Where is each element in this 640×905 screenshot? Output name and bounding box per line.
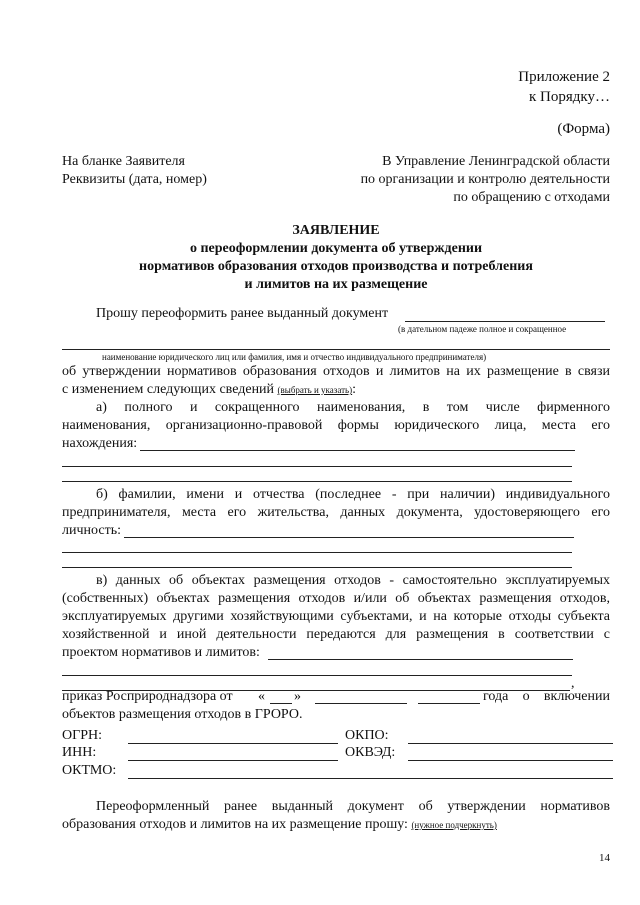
okpo-label: ОКПО: [345,728,389,743]
recipient-line-3: по обращению с отходами [453,190,610,205]
request-text-2-hint: (выбрать и указать) [277,385,353,395]
document-subtitle-1: о переоформлении документа об утверждении [189,241,483,256]
ogrn-field[interactable] [128,743,338,744]
order-quote-open: « [258,689,265,704]
appendix-order-ref: к Порядку… [529,89,610,105]
recipient-line-1: В Управление Ленинградской области [382,154,610,169]
item-b-line-3: личность: [62,523,121,538]
order-prefix: приказ Росприроднадзора от [62,689,233,704]
item-c-field-1[interactable] [268,659,573,660]
inn-field[interactable] [128,760,338,761]
item-a-field-3[interactable] [62,481,572,482]
form-label: (Форма) [557,121,610,137]
oktmo-field[interactable] [128,778,613,779]
order-suffix: года о включении [483,689,610,704]
request-text-1: об утверждении нормативов образования отходов и лимитов на их размещение в связи [62,364,610,379]
applicant-name-field[interactable] [405,321,605,322]
oktmo-label: ОКТМО: [62,763,117,778]
document-subtitle-3: и лимитов на их размещение [244,277,428,292]
closing-line-2 [62,816,497,834]
inn-label: ИНН: [62,745,97,760]
order-day-field[interactable] [270,703,292,704]
item-a-field-1[interactable] [140,450,575,451]
order-year-field[interactable] [418,703,480,704]
request-text-2-main: с изменением следующих сведений [62,382,275,397]
page-number: 14 [599,852,610,864]
okved-field[interactable] [408,760,613,761]
okpo-field[interactable] [408,743,613,744]
document-title: ЗАЯВЛЕНИЕ [292,223,380,238]
item-c-line-3: эксплуатируемых другими хозяйствующими субъектами, и на которые отходы субъекта [62,609,610,624]
item-a-line-2: наименования, организационно-правовой формы юридического лица, места его [62,418,610,433]
item-c-line-5: проектом нормативов и лимитов: [62,645,260,660]
order-quote-close: » [294,689,301,704]
document-subtitle-2: нормативов образования отходов производства и потребления [139,259,533,274]
applicant-letterhead: На бланке Заявителя [62,154,185,169]
item-b-line-1: б) фамилии, имени и отчества (последнее - при наличии) индивидуального [96,487,610,502]
request-text-2 [62,381,356,399]
okved-label: ОКВЭД: [345,745,396,760]
item-a-line-1: а) полного и сокращенного наименования, в том числе фирменного [96,400,610,415]
item-c-comma: , [571,676,575,691]
item-c-line-2: (собственных) объектах размещения отходов и/или об объектах размещения отходов, [62,591,610,606]
order-line-2: объектов размещения отходов в ГРОРО. [62,707,303,722]
request-intro: Прошу переоформить ранее выданный документ [96,306,389,321]
item-a-line-3: нахождения: [62,436,138,451]
item-b-field-2[interactable] [62,552,572,553]
order-month-field[interactable] [315,703,407,704]
item-b-field-1[interactable] [124,537,574,538]
item-c-field-2[interactable] [62,675,572,676]
ogrn-label: ОГРН: [62,728,102,743]
applicant-requisites: Реквизиты (дата, номер) [62,172,207,187]
item-c-line-4: хозяйственной и иной деятельности передаются для размещения в соответствии с [62,627,610,642]
item-a-field-2[interactable] [62,466,572,467]
request-text-2-colon: : [352,382,357,397]
applicant-name-hint-2: наименование юридического лиц или фамилия, имя и отчество индивидуального предпринимателя) [102,352,487,362]
appendix-label: Приложение 2 [518,69,610,85]
recipient-line-2: по организации и контролю деятельности [360,172,610,187]
item-c-line-1: в) данных об объектах размещения отходов - самостоятельно эксплуатируемых [96,573,610,588]
closing-line-2-main: образования отходов и лимитов на их размещение прошу: [62,817,408,832]
closing-line-1: Переоформленный ранее выданный документ об утверждении нормативов [96,799,610,814]
item-b-field-3[interactable] [62,567,572,568]
item-b-line-2: предпринимателя, места его жительства, данных документа, удостоверяющего его [62,505,610,520]
closing-line-2-hint: (нужное подчеркнуть) [411,820,497,830]
applicant-name-field-2[interactable] [62,349,610,350]
applicant-name-hint: (в дательном падеже полное и сокращенное [398,324,567,334]
